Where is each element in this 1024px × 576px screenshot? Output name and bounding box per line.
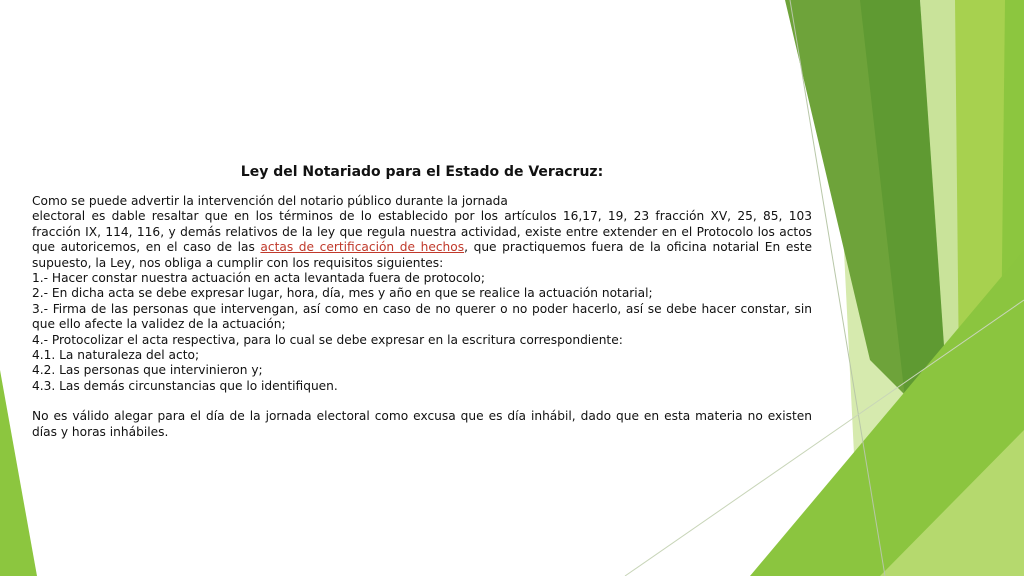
paragraph-gap — [32, 394, 812, 409]
paragraph-text-before-link: electoral es dable resaltar que en los términos de lo establecido por los artículos 16,17, 19, 23 fracción XV, 25, 85, 103 fracción IX, 114, 116, y demás relativos de la ley que regula nuestra actividad, existe entre extender en el Protocolo los actos que autoricemos, en el caso de las — [32, 209, 812, 255]
list-item: 4.1. La naturaleza del acto; — [32, 348, 200, 363]
document-body — [32, 163, 812, 440]
document-title: Ley del Notariado para el Estado de Veracruz: — [240, 164, 604, 180]
list-item: 4.2. Las personas que intervinieron y; — [32, 363, 263, 378]
list-item: 2.- En dicha acta se debe expresar lugar, hora, día, mes y año en que se realice la actuación notarial; — [32, 286, 653, 301]
paragraph-text-after-link: , que practiquemos fuera de la oficina notarial En este supuesto, la Ley, nos obliga a cumplir con los requisitos siguientes: — [32, 240, 812, 270]
list-item: 3.- Firma de las personas que intervengan, así como en caso de no querer o no poder hacerlo, así se debe hacer constar, sin que ello afecte la validez de la actuación; — [32, 301, 812, 332]
list-item: 4.- Protocolizar el acta respectiva, para lo cual se debe expresar en la escritura correspondiente: — [32, 332, 623, 347]
main-paragraph — [32, 209, 812, 271]
list-item: 4.3. Las demás circunstancias que lo identifiquen. — [32, 378, 338, 393]
intro-line: Como se puede advertir la intervención del notario público durante la jornada — [32, 194, 508, 208]
closing-paragraph: No es válido alegar para el día de la jornada electoral como excusa que es día inhábil, dado que en esta materia no existen días y horas inhábiles. — [32, 409, 812, 439]
list-item: 1.- Hacer constar nuestra actuación en acta levantada fuera de protocolo; — [32, 271, 485, 286]
certification-acts-link[interactable]: actas de certificación de hechos — [260, 240, 465, 255]
